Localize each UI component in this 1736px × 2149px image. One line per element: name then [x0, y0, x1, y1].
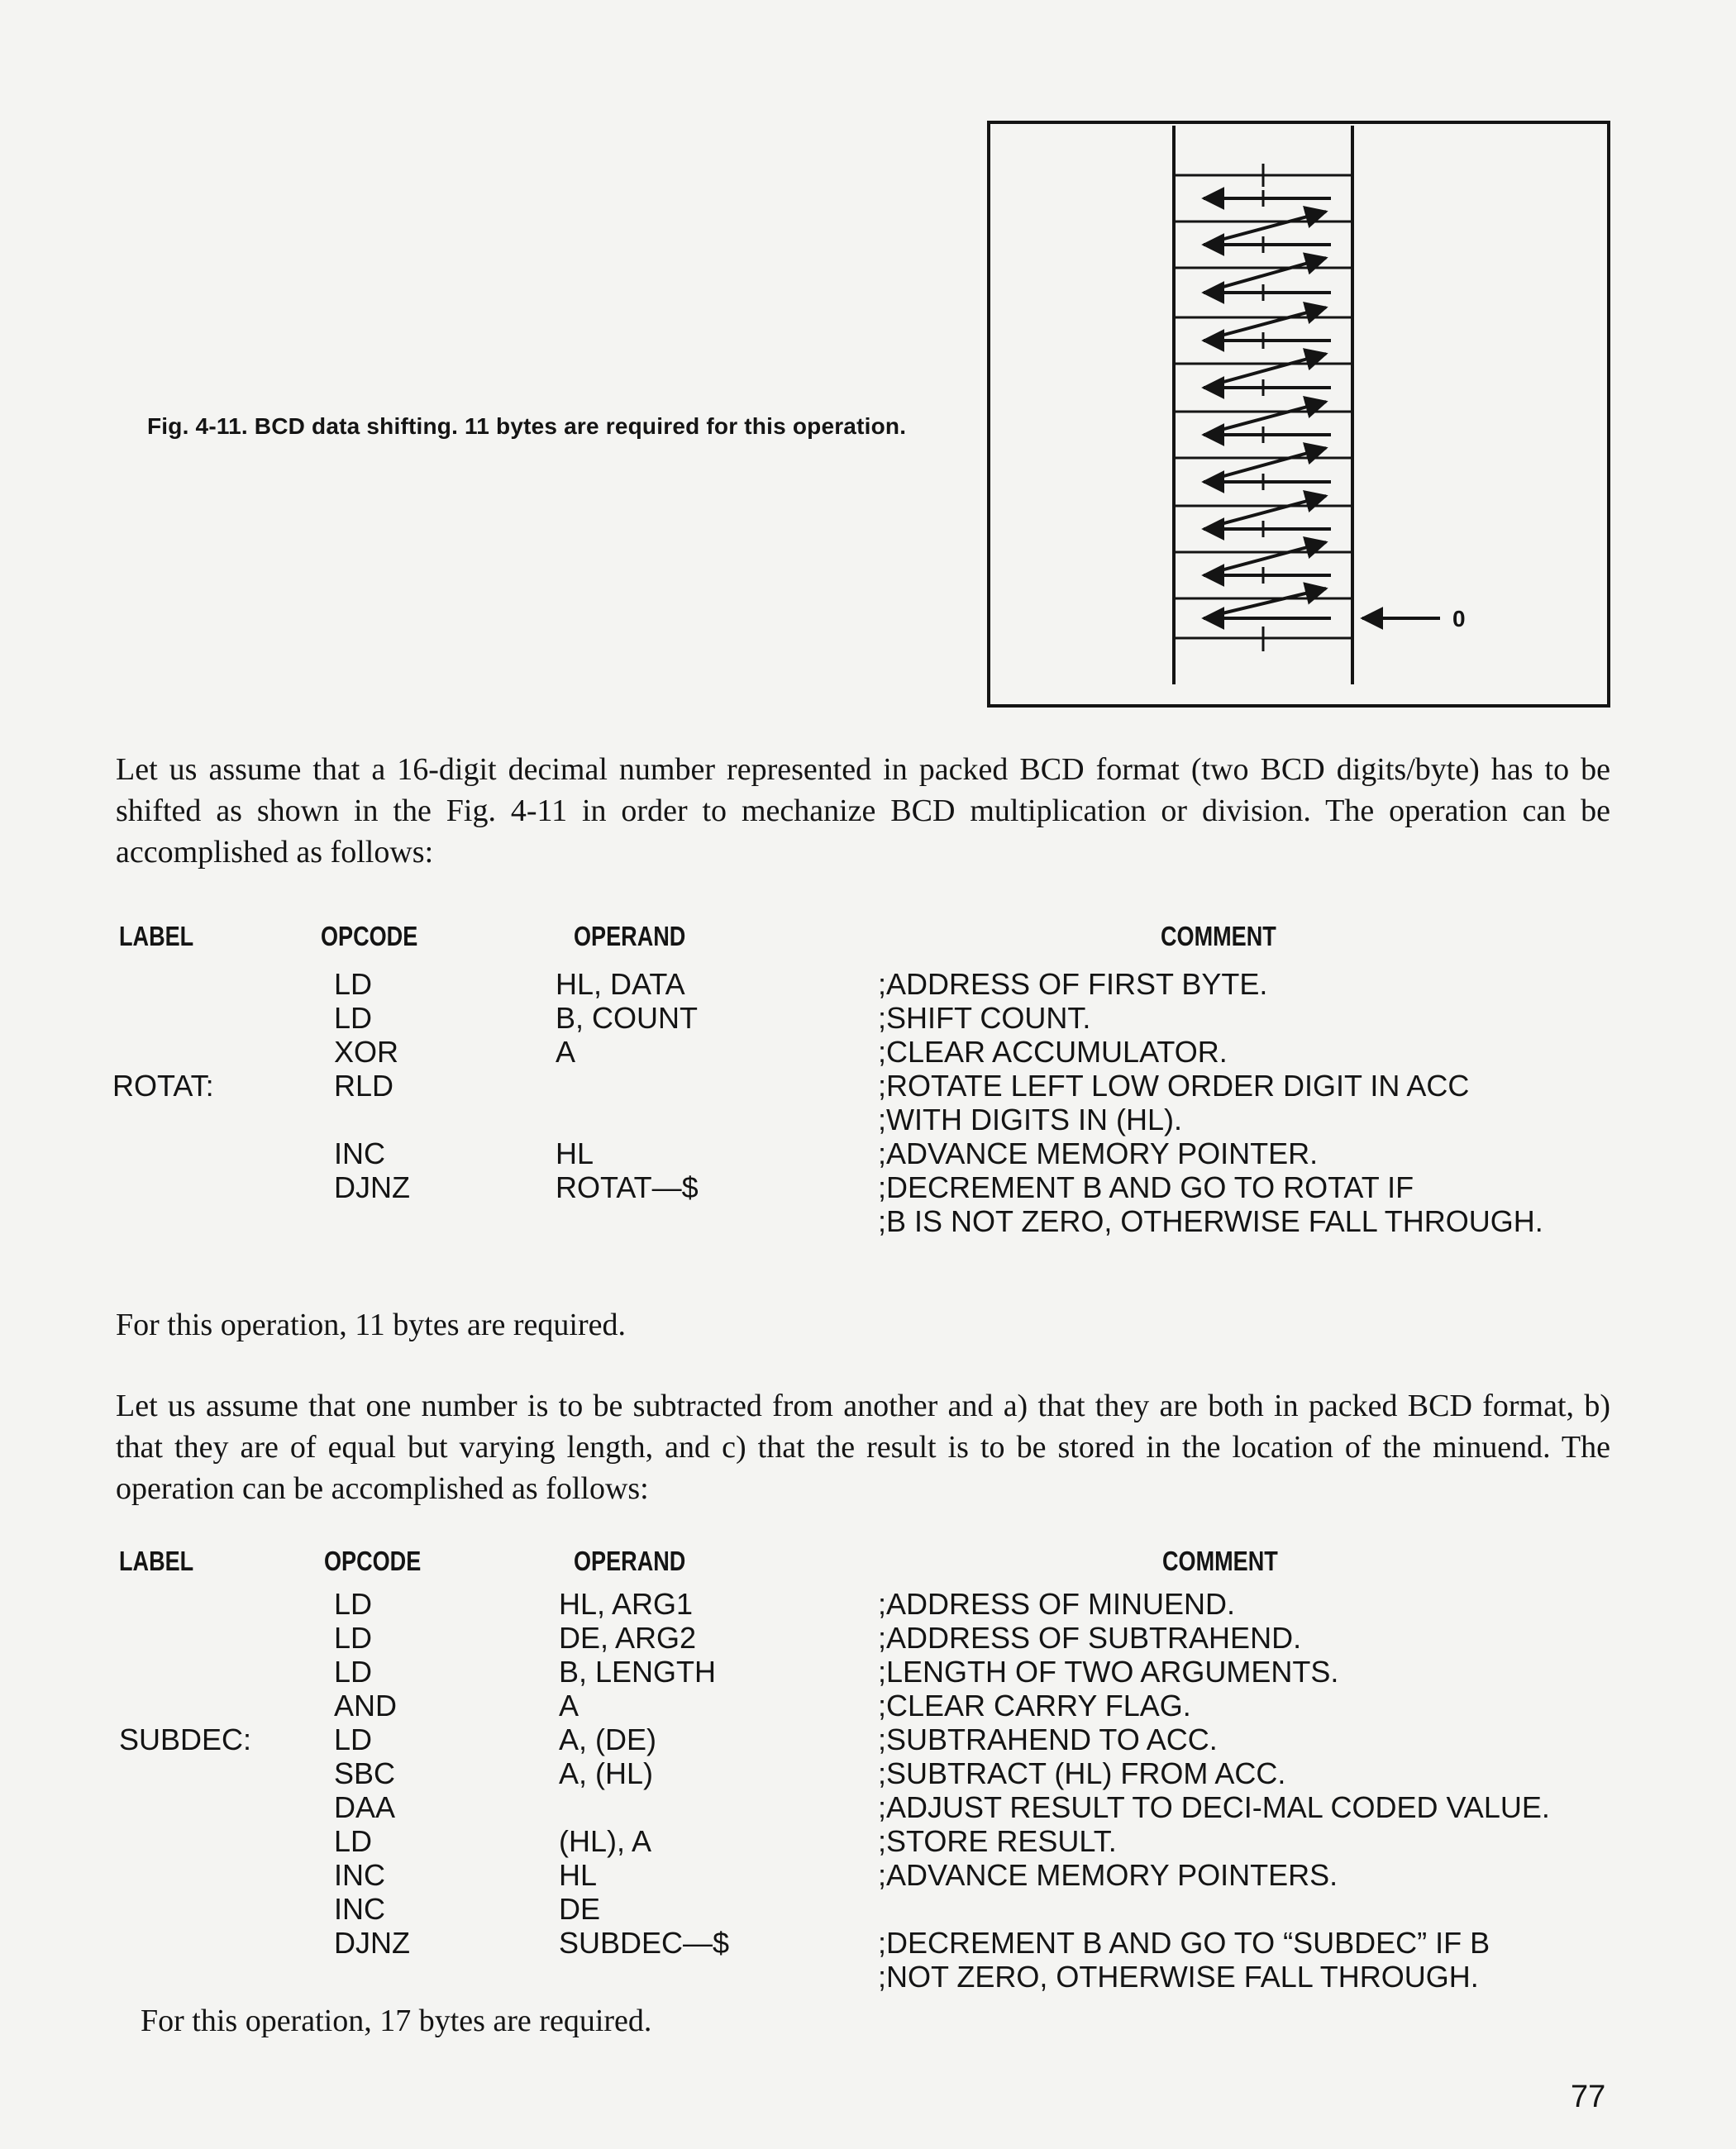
code-operand: SUBDEC—$	[559, 1926, 730, 1960]
code-comment: ;ADDRESS OF SUBTRAHEND.	[878, 1621, 1302, 1655]
intro-paragraph-2: Let us assume that one number is to be subtracted from another and a) that they are both in packed BCD format, b) that they are of equal but varying length, and c) that the result is to be stored in the location of the minuend. The operation can be accomplished as follows:	[116, 1389, 1610, 1506]
code-operand: HL, ARG1	[559, 1587, 694, 1621]
code-comment: ;SHIFT COUNT.	[878, 1001, 1091, 1035]
code-operand: ROTAT—$	[556, 1170, 699, 1204]
code-opcode: DJNZ	[334, 1170, 410, 1204]
code-label: SUBDEC:	[119, 1723, 252, 1756]
code-operand: DE, ARG2	[559, 1621, 697, 1655]
code-operand: A	[556, 1035, 576, 1069]
code-comment: ;CLEAR ACCUMULATOR.	[878, 1035, 1228, 1069]
code-operand: (HL), A	[559, 1824, 652, 1858]
code-opcode: LD	[334, 1587, 373, 1621]
page-number: 77	[1571, 2080, 1606, 2114]
code-comment: ;WITH DIGITS IN (HL).	[878, 1103, 1182, 1136]
code-opcode: RLD	[334, 1069, 394, 1103]
code-operand: HL	[556, 1136, 594, 1170]
code-opcode: DAA	[334, 1790, 396, 1824]
carry-diagonal-arrow	[1209, 258, 1326, 291]
code-comment: ;SUBTRACT (HL) FROM ACC.	[878, 1756, 1286, 1790]
code-operand: B, LENGTH	[559, 1655, 717, 1689]
code-operand: A	[559, 1689, 579, 1723]
code-comment: ;CLEAR CARRY FLAG.	[878, 1689, 1191, 1723]
memory-byte-stack	[1174, 126, 1440, 684]
code-opcode: LD	[334, 1824, 373, 1858]
bytes-note-2: For this operation, 17 bytes are required.	[141, 2004, 652, 2038]
intro-paragraph-1: Let us assume that a 16-digit decimal number represented in packed BCD format (two BCD digits/byte) has to be shifted as shown in the Fig. 4-11 in order to mechanize BCD multiplication or division. The operation can be accomplished as follows:	[116, 752, 1610, 870]
header-label: LABEL	[119, 1546, 194, 1576]
code-opcode: DJNZ	[334, 1926, 410, 1960]
code-comment: ;ADVANCE MEMORY POINTERS.	[878, 1858, 1338, 1892]
header-comment: COMMENT	[1161, 921, 1276, 951]
code-operand: HL, DATA	[556, 967, 685, 1001]
code-opcode: LD	[334, 1655, 373, 1689]
code-operand: A, (HL)	[559, 1756, 654, 1790]
carry-diagonal-arrow	[1209, 496, 1326, 527]
code-opcode: XOR	[334, 1035, 399, 1069]
code-comment: ;LENGTH OF TWO ARGUMENTS.	[878, 1655, 1339, 1689]
code-comment: ;SUBTRAHEND TO ACC.	[878, 1723, 1218, 1756]
bytes-note-1: For this operation, 11 bytes are required.	[116, 1308, 626, 1342]
code-comment: ;NOT ZERO, OTHERWISE FALL THROUGH.	[878, 1960, 1479, 1994]
code-comment: ;DECREMENT B AND GO TO “SUBDEC” IF B	[878, 1926, 1490, 1960]
carry-diagonal-arrow	[1209, 588, 1326, 617]
code-comment: ;ADDRESS OF MINUEND.	[878, 1587, 1236, 1621]
code-comment: ;ROTATE LEFT LOW ORDER DIGIT IN ACC	[878, 1069, 1470, 1103]
header-opcode: OPCODE	[324, 1546, 422, 1576]
code-operand: B, COUNT	[556, 1001, 699, 1035]
code-opcode: INC	[334, 1136, 385, 1170]
code-operand: A, (DE)	[559, 1723, 657, 1756]
carry-diagonal-arrow	[1209, 307, 1326, 339]
code-opcode: LD	[334, 1001, 373, 1035]
code-opcode: INC	[334, 1858, 385, 1892]
header-operand: OPERAND	[574, 1546, 686, 1576]
code-opcode: AND	[334, 1689, 398, 1723]
code-opcode: LD	[334, 1621, 373, 1655]
figure-caption: Fig. 4-11. BCD data shifting. 11 bytes are required for this operation.	[147, 413, 907, 439]
carry-diagonal-arrow	[1209, 402, 1326, 433]
carry-diagonal-arrow	[1209, 354, 1326, 386]
bcd-shift-diagram	[987, 121, 1610, 708]
header-opcode: OPCODE	[321, 921, 418, 951]
code-opcode: LD	[334, 1723, 373, 1756]
bcd-shift-figure	[987, 121, 1610, 708]
header-label: LABEL	[119, 921, 194, 951]
code-comment: ;STORE RESULT.	[878, 1824, 1117, 1858]
code-opcode: SBC	[334, 1756, 396, 1790]
code-comment: ;ADVANCE MEMORY POINTER.	[878, 1136, 1319, 1170]
code-operand: HL	[559, 1858, 598, 1892]
carry-diagonal-arrow	[1209, 542, 1326, 574]
code-comment: ;B IS NOT ZERO, OTHERWISE FALL THROUGH.	[878, 1204, 1543, 1238]
input-zero-label: 0	[1452, 606, 1466, 631]
code-comment: ;DECREMENT B AND GO TO ROTAT IF	[878, 1170, 1414, 1204]
code-comment: ;ADDRESS OF FIRST BYTE.	[878, 967, 1268, 1001]
code-opcode: INC	[334, 1892, 385, 1926]
code-comment: ;ADJUST RESULT TO DECI-MAL CODED VALUE.	[878, 1790, 1550, 1824]
code-opcode: LD	[334, 967, 373, 1001]
code-operand: DE	[559, 1892, 601, 1926]
carry-diagonal-arrow	[1209, 212, 1326, 243]
header-comment: COMMENT	[1162, 1546, 1278, 1576]
code-label: ROTAT:	[112, 1069, 214, 1103]
header-operand: OPERAND	[574, 921, 686, 951]
carry-diagonal-arrow	[1209, 448, 1326, 480]
